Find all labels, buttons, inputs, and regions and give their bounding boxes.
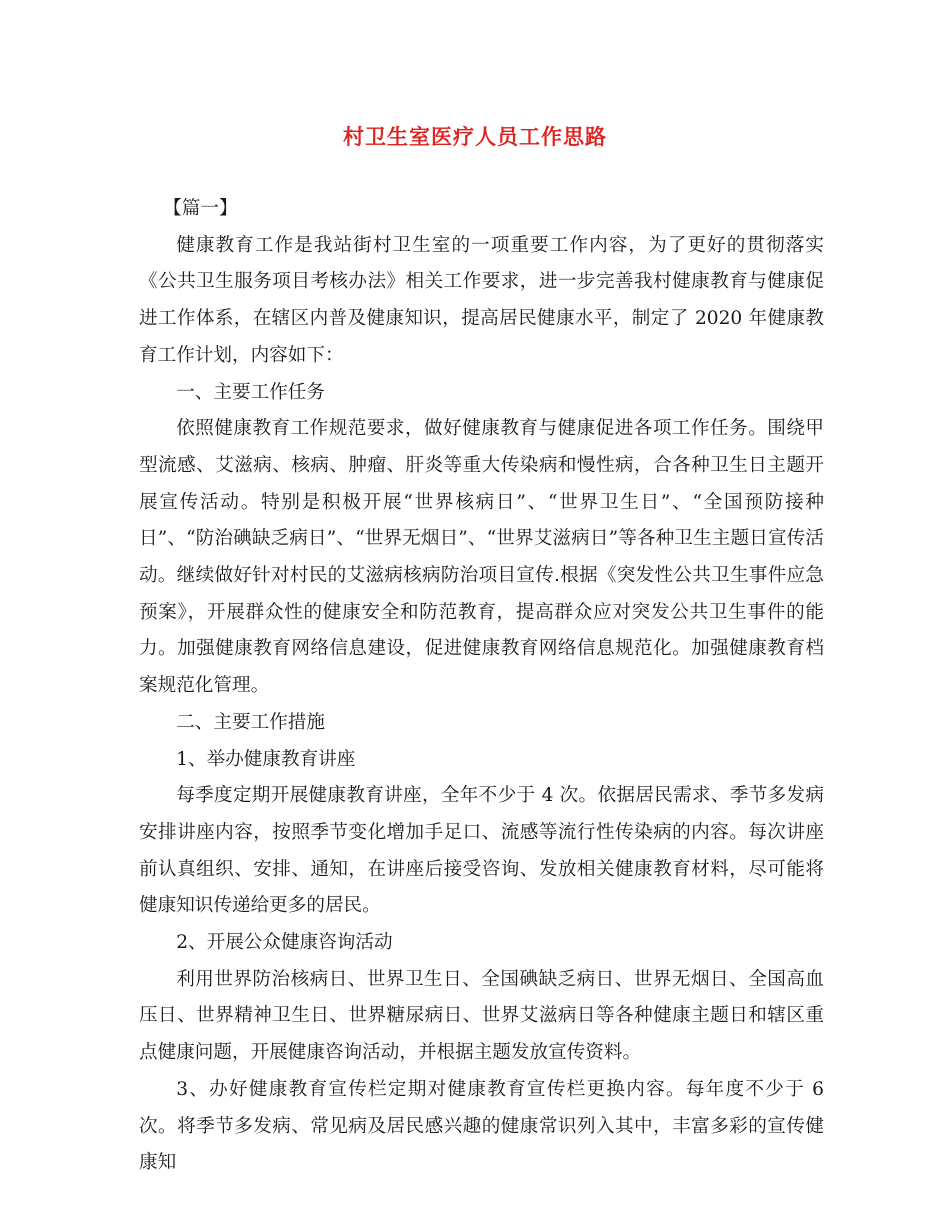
subsection-heading: 2、开展公众健康咨询活动 — [176, 932, 393, 954]
paragraph: 依照健康教育工作规范要求，做好健康教育与健康促进各项工作任务。围绕甲型流感、艾滋病、核病、肿瘤、肝炎等重大传染病和慢性病，合各种卫生日主题开展宣传活动。特别是积极开展“世界核病日”、“世界卫生日”、“全国预防接种日”、“防治碘缺乏病日”、“世界无烟日”、“世界艾滋病日”等各种卫生主题日宣传活动。继续做好针对村民的艾滋病核病防治项目宣传.根据《突发性公共卫生事件应急预案》，开展群众性的健康安全和防范教育，提高群众应对突发公共卫生事件的能力。加强健康教育网络信息建设，促进健康教育网络信息规范化。加强健康教育档案规范化管理。 — [139, 418, 824, 697]
document-body — [139, 191, 824, 1182]
section-heading: 二、主要工作措施 — [176, 711, 325, 733]
paragraph: 每季度定期开展健康教育讲座，全年不少于 4 次。依据居民需求、季节多发病安排讲座内容，按照季节变化增加手足口、流感等流行性传染病的内容。每次讲座前认真组织、安排、通知，在讲座后接受咨询、发放相关健康教育材料，尽可能将健康知识传递给更多的居民。 — [139, 785, 824, 917]
subsection-heading: 1、举办健康教育讲座 — [176, 748, 356, 770]
paragraph: 3、办好健康教育宣传栏定期对健康教育宣传栏更换内容。每年度不少于 6 次。将季节多发病、常见病及居民感兴趣的健康常识列入其中，丰富多彩的宣传健康知 — [139, 1078, 824, 1174]
document-title: 村卫生室医疗人员工作思路 — [343, 125, 607, 149]
paragraph: 利用世界防治核病日、世界卫生日、全国碘缺乏病日、世界无烟日、全国高血压日、世界精神卫生日、世界糖尿病日、世界艾滋病日等各种健康主题日和辖区重点健康问题，开展健康咨询活动，并根据主题发放宣传资料。 — [139, 968, 824, 1064]
section-label: 【篇一】 — [163, 198, 238, 219]
paragraph: 健康教育工作是我站街村卫生室的一项重要工作内容，为了更好的贯彻落实《公共卫生服务项目考核办法》相关工作要求，进一步完善我村健康教育与健康促进工作体系，在辖区内普及健康知识，提高居民健康水平，制定了 2020 年健康教育工作计划，内容如下： — [139, 234, 824, 366]
section-heading: 一、主要工作任务 — [176, 381, 325, 403]
